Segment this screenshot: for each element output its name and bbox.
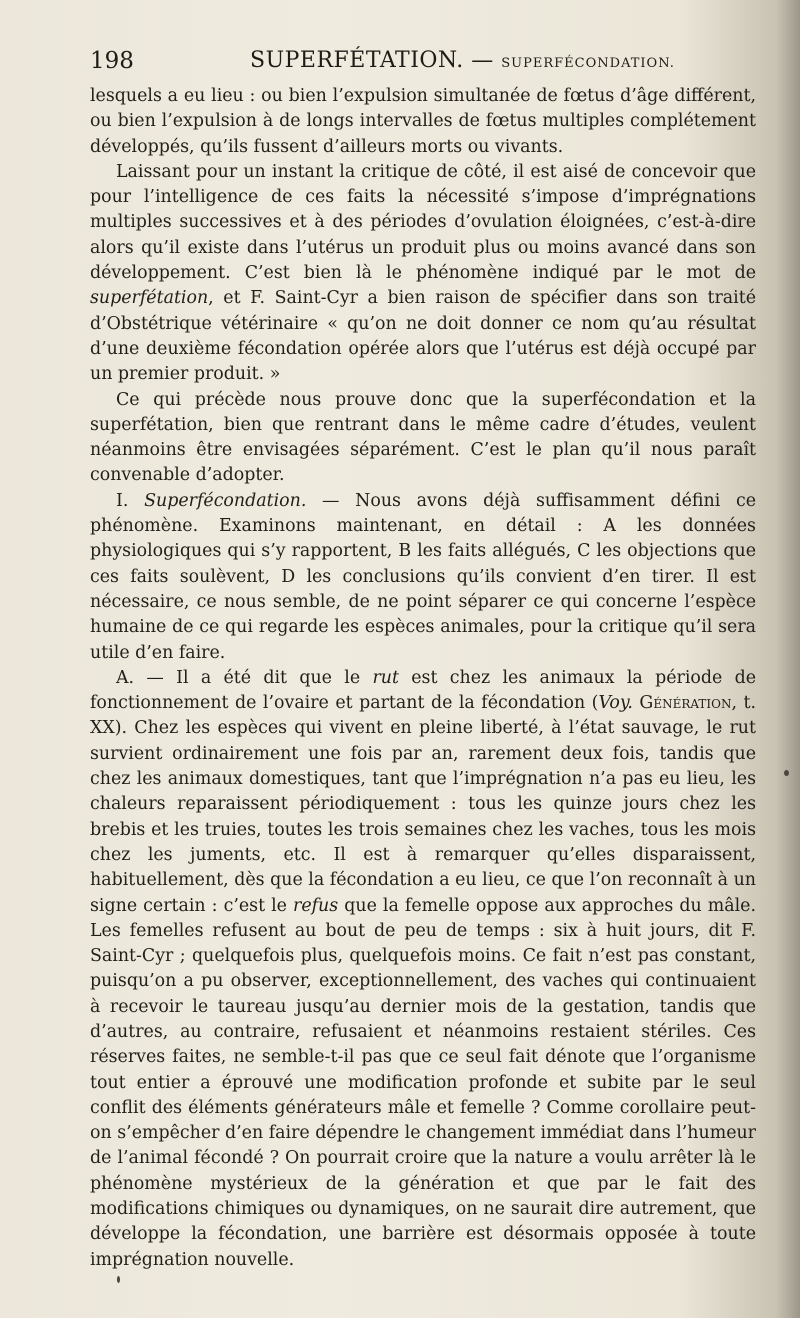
p2-text-a: Laissant pour un instant la critique de côté, il est aisé de concevoir que pour l’intelligence de ces faits la nécessité s’impose d’imprégnations multiples successives et à des périodes d’ovulation éloignées, c’est-à-dire alors qu’il existe dans l’utérus un produit plus ou moins avancé dans son développement. C’est bien là le phénomène indiqué par le mot de xyxy=(90,161,756,284)
p5-text-c: , t. XX). Chez les espèces qui vivent en pleine liberté, à l’état sauvage, le rut survient ordinairement une fois par an, rarement deux fois, tandis que chez les animaux domestiques, tant que l’imprégnation n’a pas eu lieu, les chaleurs reparaissent périodiquement : tous les quinze jours chez les brebis et les truies, toutes les trois semaines chez les vaches, tous les mois chez les juments, etc. Il est à remarquer qu’elles disparaissent, habituellement, dès que la fécondation a eu lieu, ce que l’on reconnaît à un signe certain : c’est le xyxy=(90,693,757,916)
ink-mark xyxy=(117,1276,120,1283)
paragraph-3: Ce qui précède nous prouve donc que la superfécondation et la superfétation, bien que rentrant dans le même cadre d’études, veulent néanmoins être envisagées séparément. C’est le plan qu’il nous paraît convenable d’adopter. xyxy=(90,389,756,486)
body-text xyxy=(90,84,756,1273)
p5-refus: refus xyxy=(293,895,339,916)
p5-text-d: que la femelle oppose aux approches du mâle. Les femelles refusent au bout de peu de temps : six à huit jours, dit F. Saint-Cyr ; quelquefois plus, quelquefois moins. Ce fait n’est pas constant, puisqu’on a pu observer, exceptionnellement, des vaches qui continuaient à recevoir le taureau jusqu’au dernier mois de la gestation, tandis que d’autres, au contraire, refusaient et néanmoins restaient stériles. Ces réserves faites, ne semble-t-il pas que ce seul fait dénote que l’organisme tout entier a éprouvé une modification profonde et subite par le seul conflit des éléments générateurs mâle et femelle ? Comme corollaire peut-on s’empêcher d’en faire dépendre le changement immédiat dans l’humeur de l’animal fécondé ? On pourrait croire que la nature a voulu arrêter là le phénomène mystérieux de la génération et que par le fait des modifications chimiques ou dynamiques, on ne saurait dire autrement, que développe la fécondation, une barrière est désormais opposée à toute imprégnation nouvelle. xyxy=(90,895,756,1270)
paragraph-2 xyxy=(90,160,756,388)
p5-generation: Génération xyxy=(639,693,732,714)
p4-number: I. xyxy=(116,490,129,511)
page-number: 198 xyxy=(90,48,134,74)
title-sub: SUPERFÉCONDATION. xyxy=(501,56,675,71)
paragraph-5 xyxy=(90,666,756,1273)
running-title xyxy=(250,48,675,73)
title-main: SUPERFÉTATION. xyxy=(250,48,464,73)
paragraph-4 xyxy=(90,489,756,666)
p5-rut: rut xyxy=(372,667,399,688)
p4-term: Superfécondation. xyxy=(144,490,307,511)
running-head xyxy=(90,48,760,82)
p5-voy: Voy. xyxy=(598,693,633,714)
p2-term: superfétation xyxy=(90,288,209,309)
title-separator: — xyxy=(471,48,494,73)
p4-text: — Nous avons déjà suffisamment défini ce phénomène. Examinons maintenant, en détail : A les données physiologiques qui s’y rapportent, B les faits allégués, C les objections que ces faits soulèvent, D les conclusions qu’ils convient d’en tirer. Il est nécessaire, ce nous semble, de ne point séparer ce qui concerne l’espèce humaine de ce qui regarde les espèces animales, pour la critique qu’il sera utile d’en faire. xyxy=(90,490,757,663)
p5-text-a: A. — Il a été dit que le xyxy=(116,667,373,688)
ink-speck xyxy=(784,770,789,776)
paragraph-1: lesquels a eu lieu : ou bien l’expulsion simultanée de fœtus d’âge différent, ou bien l’expulsion à de longs intervalles de fœtus multiples complétement développés, qu’ils fussent d’ailleurs morts ou vivants. xyxy=(90,86,756,157)
p2-text-b: , et F. Saint-Cyr a bien raison de spécifier dans son traité d’Obstétrique vétérinaire « qu’on ne doit donner ce nom qu’au résultat d’une deuxième fécondation opérée alors que l’utérus est déjà occupé par un premier produit. » xyxy=(90,288,756,385)
p5-text-b: est chez les animaux la période de fonctionnement de l’ovaire et partant de la fécondation ( xyxy=(90,667,756,714)
